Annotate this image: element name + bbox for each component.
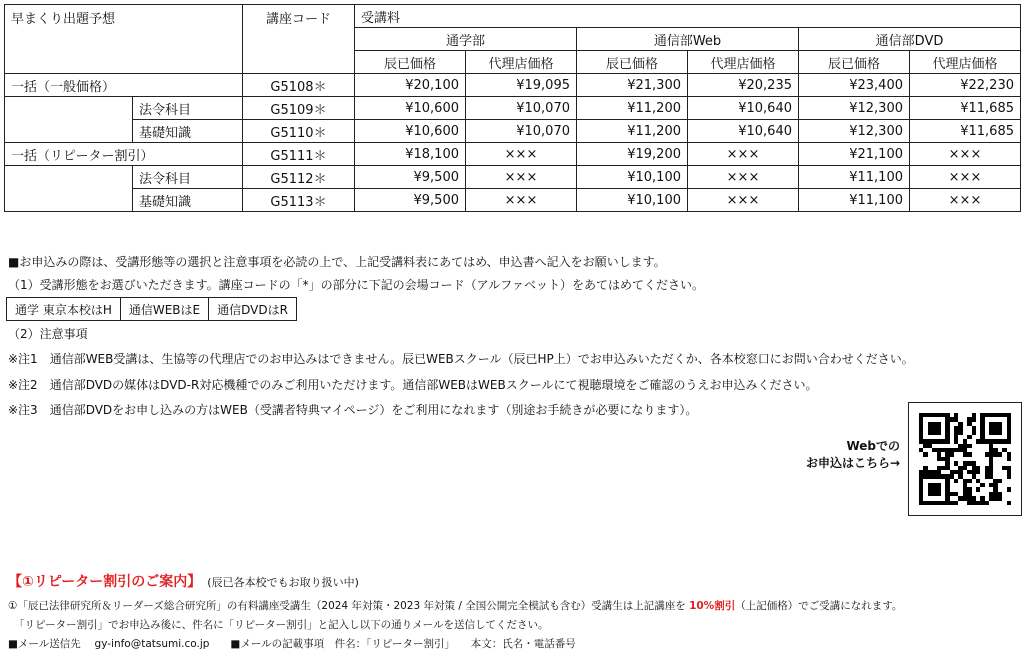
price-header-tatsumi: 辰已価格 [577,51,688,74]
price-cell: ¥10,600 [355,97,466,120]
row-subject: 法令科目 [133,166,243,189]
price-cell: ¥20,235 [688,74,799,97]
price-cell: ¥11,100 [799,189,910,212]
step-2-text: （2）注意事項 [8,327,88,341]
code-header: 講座コード [243,5,355,74]
row-name: 一括（リピーター割引） [5,143,243,166]
step-1-text: （1）受講形態をお選びいただきます。講座コードの「*」の部分に下記の会場コード（アルファベット）をあてはめてください。 [8,278,704,292]
repeater-line-3: ■メール送信先 gy-info@tatsumi.co.jp ■メールの記載事項 件名：「リピーター割引」 本文：氏名・電話番号 [8,638,576,650]
price-cell: ¥11,200 [577,120,688,143]
price-cell: ¥18,100 [355,143,466,166]
price-cell: ¥10,070 [466,97,577,120]
row-group-spacer [5,166,133,212]
course-title: 早まくり出題予想 [5,5,243,74]
price-header-tatsumi: 辰已価格 [355,51,466,74]
price-cell: ××× [466,166,577,189]
repeater-line-1 [8,598,902,613]
note-3: ※注3 通信部DVDをお申し込みの方はWEB（受講者特典マイページ）をご利用になれます（別途お手続きが必要になります）。 [8,403,698,417]
price-cell: ××× [910,189,1021,212]
price-cell: ¥10,640 [688,120,799,143]
price-header-agent: 代理店価格 [688,51,799,74]
price-cell: ¥10,100 [577,166,688,189]
price-cell: ××× [910,166,1021,189]
table-row [5,97,1021,120]
price-cell: ¥19,095 [466,74,577,97]
price-cell: ¥19,200 [577,143,688,166]
price-header-agent: 代理店価格 [910,51,1021,74]
venue-code-box [6,297,297,321]
row-subject: 基礎知識 [133,189,243,212]
price-cell: ¥10,100 [577,189,688,212]
table-row [5,120,1021,143]
row-group-spacer [5,97,133,143]
course-code: G5111＊ [243,143,355,166]
qr-code-icon[interactable] [908,402,1022,516]
price-cell: ××× [688,143,799,166]
price-header-tatsumi: 辰已価格 [799,51,910,74]
price-cell: ¥21,100 [799,143,910,166]
price-cell: ¥22,230 [910,74,1021,97]
price-cell: ¥11,685 [910,120,1021,143]
price-header-agent: 代理店価格 [466,51,577,74]
price-cell: ¥11,100 [799,166,910,189]
web-apply-link[interactable] [800,438,900,472]
venue-code-dvd: 通信DVDはR [209,298,297,321]
course-code: G5110＊ [243,120,355,143]
table-row [5,166,1021,189]
web-apply-line2: お申込はこちら→ [805,456,900,470]
discount-highlight: 10%割引 [689,600,736,612]
note-1: ※注1 通信部WEB受講は、生協等の代理店でのお申込みはできません。辰已WEBスクール（辰已HP上）でお申込みいただくか、各本校窓口にお問い合わせください。 [8,352,914,366]
repeater-subtitle: (辰已各本校でもお取り扱い中) [207,576,359,589]
fee-table [4,4,1021,212]
course-code: G5108＊ [243,74,355,97]
course-code: G5112＊ [243,166,355,189]
group-header-web: 通信部Web [577,28,799,51]
fee-header: 受講料 [355,5,1021,28]
note-2: ※注2 通信部DVDの媒体はDVD-R対応機種でのみご利用いただけます。通信部WEBはWEBスクールにて視聴環境をご確認のうえお申込みください。 [8,378,818,392]
price-cell: ××× [688,166,799,189]
group-header-dvd: 通信部DVD [799,28,1021,51]
repeater-line-1-text: ①「辰已法律研究所＆リーダーズ総合研究所」の有料講座受講生（2024 年対策・2023 年対策 / 全国公開完全模試も含む）受講生は上記講座を [8,600,690,612]
venue-code-tsugaku: 通学 東京本校はH [7,298,121,321]
price-cell: ¥20,100 [355,74,466,97]
repeater-discount-heading [8,571,359,591]
table-row [5,74,1021,97]
price-cell: ××× [466,143,577,166]
venue-code-web: 通信WEBはE [120,298,208,321]
price-cell: ¥10,600 [355,120,466,143]
repeater-line-1-tail: （上記価格）でご受講になれます。 [735,600,903,612]
row-subject: 基礎知識 [133,120,243,143]
repeater-line-2: 「リピーター割引」でお申込み後に、件名に「リピーター割引」と記入し以下の通りメールを送信してください。 [14,619,549,631]
table-row [5,143,1021,166]
price-cell: ¥9,500 [355,166,466,189]
web-apply-line1: Webでの [846,439,900,453]
qr-code-pattern [919,413,1011,505]
row-subject: 法令科目 [133,97,243,120]
price-cell: ¥11,685 [910,97,1021,120]
price-cell: ¥23,400 [799,74,910,97]
price-cell: ¥21,300 [577,74,688,97]
price-cell: ¥12,300 [799,120,910,143]
row-name: 一括（一般価格） [5,74,243,97]
price-cell: ××× [688,189,799,212]
price-cell: ¥9,500 [355,189,466,212]
group-header-tsugaku: 通学部 [355,28,577,51]
price-cell: ××× [466,189,577,212]
price-cell: ××× [910,143,1021,166]
course-code: G5113＊ [243,189,355,212]
table-row [5,189,1021,212]
course-code: G5109＊ [243,97,355,120]
price-cell: ¥10,070 [466,120,577,143]
price-cell: ¥10,640 [688,97,799,120]
price-cell: ¥12,300 [799,97,910,120]
price-cell: ¥11,200 [577,97,688,120]
repeater-title: 【①リピーター割引のご案内】 [8,574,202,590]
application-intro: ■お申込みの際は、受講形態等の選択と注意事項を必読の上で、上記受講料表にあてはめ、申込書へ記入をお願いします。 [8,255,666,269]
